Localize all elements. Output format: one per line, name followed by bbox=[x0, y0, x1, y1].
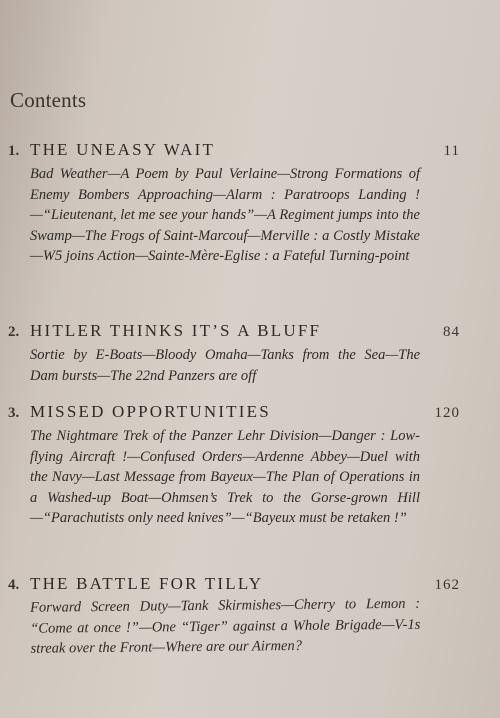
chapter-entry-3 bbox=[8, 402, 478, 529]
chapter-number: 2. bbox=[8, 324, 20, 340]
chapter-summary: Forward Screen Duty—Tank Skirmishes—Cherry to Lemon : “Come at once !”—One “Tiger” against a Whole Brigade—V-1s streak over the Front—Where are our Airmen? bbox=[30, 595, 421, 657]
chapter-header bbox=[8, 140, 478, 164]
chapter-header bbox=[8, 321, 478, 345]
chapter-summary: Bad Weather—A Poem by Paul Verlaine—Strong Formations of Enemy Bombers Approaching—Alarm : Paratroops Landing !—“Lieutenant, let me see your hands”—A Regiment jumps into the Swamp—The Frogs of Saint-Marcouf—Merville : a Costly Mistake —W5 joins Action—Sainte-Mère-Eglise : a Fateful Turning-point bbox=[30, 166, 420, 264]
chapter-page-number: 120 bbox=[434, 405, 460, 421]
chapter-entry-4 bbox=[8, 574, 478, 660]
chapter-header bbox=[8, 402, 478, 426]
chapter-page-number: 84 bbox=[443, 324, 460, 340]
chapter-title: MISSED OPPORTUNITIES bbox=[30, 402, 271, 421]
chapter-entry-1 bbox=[8, 140, 478, 267]
chapter-entry-2 bbox=[8, 321, 478, 386]
chapter-number: 4. bbox=[8, 577, 20, 593]
chapter-summary: The Nightmare Trek of the Panzer Lehr Division—Danger : Low-flying Aircraft !—Confused Orders—Ardenne Abbey—Duel with the Navy—Last Message from Bayeux—The Plan of Operations in a Washed-up Boat—Ohmsen’s Trek to the Gorse-grown Hill—“Parachutists only need knives”—“Bayeux must be retaken !” bbox=[30, 428, 420, 526]
chapter-number: 3. bbox=[8, 405, 20, 421]
chapter-title: THE BATTLE FOR TILLY bbox=[30, 574, 264, 593]
chapter-title: HITLER THINKS IT’S A BLUFF bbox=[30, 321, 322, 340]
chapter-title: THE UNEASY WAIT bbox=[30, 140, 216, 159]
page-title: Contents bbox=[10, 88, 87, 112]
chapter-summary: Sortie by E-Boats—Bloody Omaha—Tanks from the Sea—The Dam bursts—The 22nd Panzers are off bbox=[30, 347, 420, 384]
chapter-number: 1. bbox=[8, 143, 20, 159]
chapter-page-number: 162 bbox=[434, 577, 460, 593]
chapter-page-number: 11 bbox=[443, 143, 460, 159]
